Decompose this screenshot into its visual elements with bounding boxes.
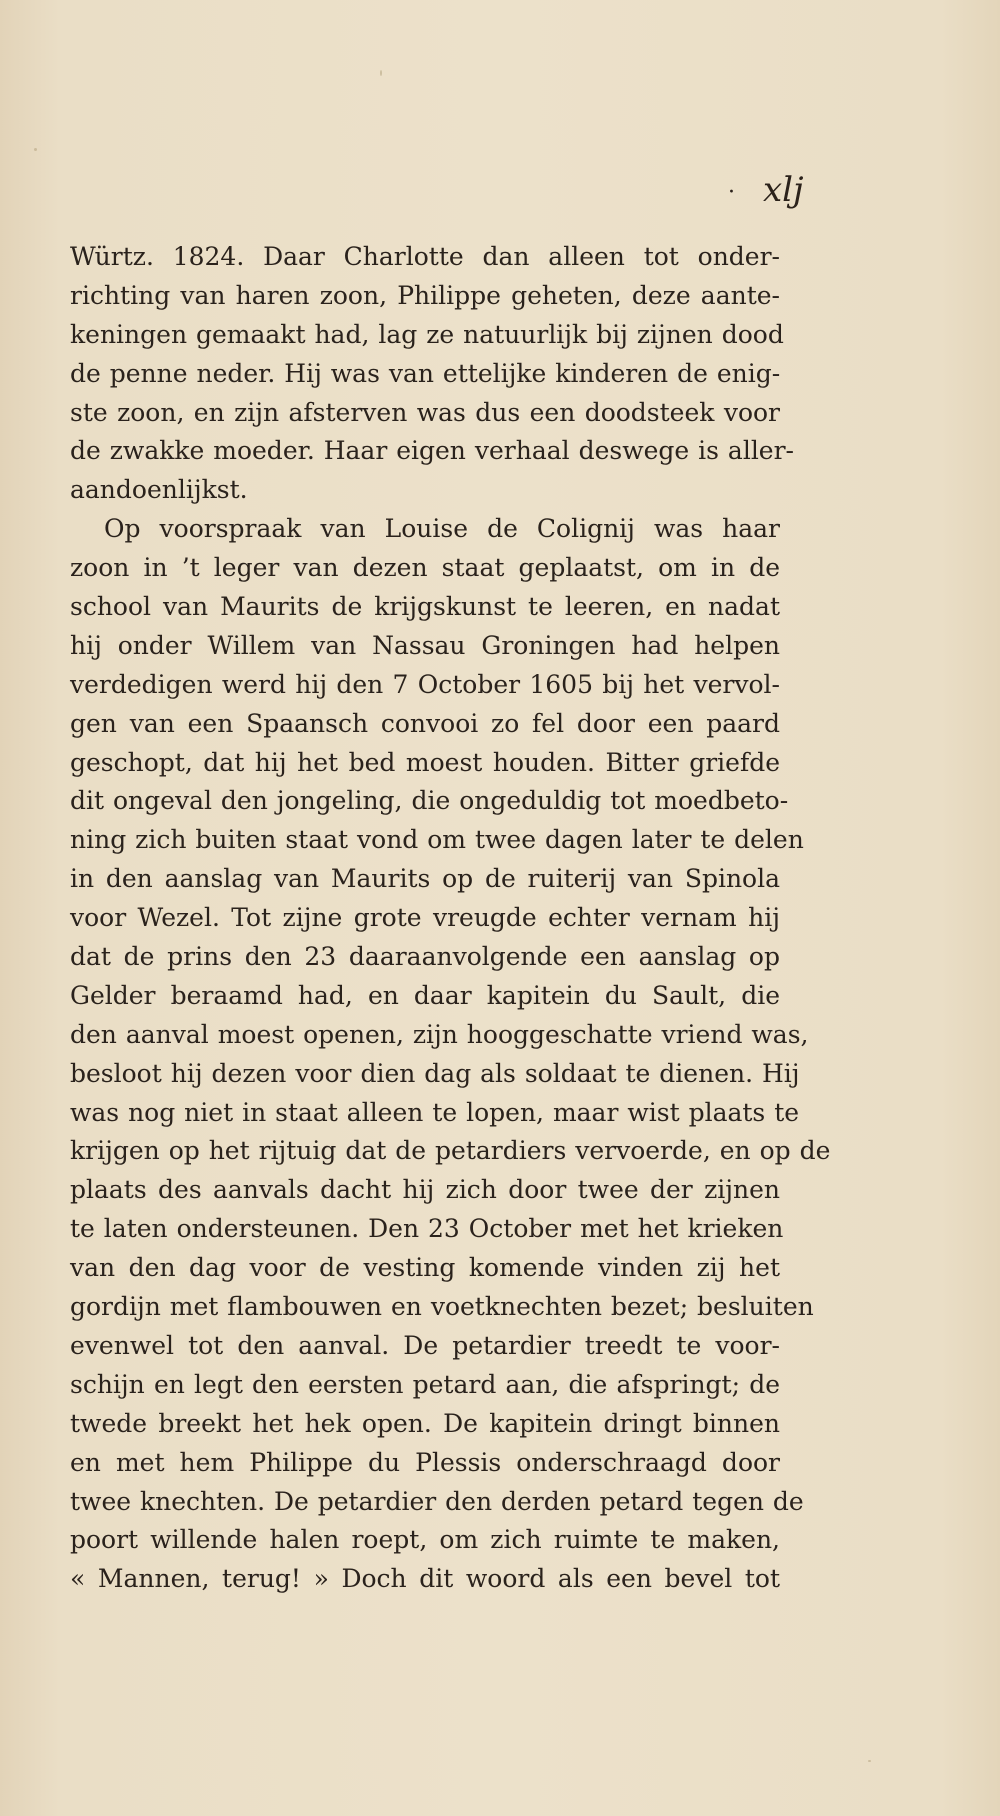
paper-speck — [380, 70, 382, 76]
folio-mark: · — [728, 179, 735, 205]
text-line: voor Wezel. Tot zijne grote vreugde echter vernam hij — [70, 903, 780, 933]
text-line: Op voorspraak van Louise de Colignij was haar — [104, 514, 780, 544]
text-line: twee knechten. De petardier den derden petard tegen de — [70, 1486, 804, 1516]
text-line: Würtz. 1824. Daar Charlotte dan alleen tot onder- — [70, 242, 780, 271]
text-line: te laten ondersteunen. Den 23 October met het krieken — [70, 1214, 784, 1244]
text-line: poort willende halen roept, om zich ruimte te maken, — [70, 1525, 780, 1555]
text-line: besloot hij dezen voor dien dag als soldaat te dienen. Hij — [70, 1058, 800, 1088]
paragraph-2 — [70, 510, 831, 1599]
body-text — [70, 238, 831, 1599]
text-line: evenwel tot den aanval. De petardier treedt te voor- — [70, 1330, 780, 1360]
text-line: hij onder Willem van Nassau Groningen had helpen — [70, 630, 780, 660]
text-line: plaats des aanvals dacht hij zich door twee der zijnen — [70, 1175, 780, 1205]
text-line: verdedigen werd hij den 7 October 1605 bij het vervol- — [70, 669, 780, 699]
text-line: zoon in ’t leger van dezen staat geplaatst, om in de — [70, 553, 780, 583]
text-line: en met hem Philippe du Plessis onderschraagd door — [70, 1447, 780, 1477]
text-line: ste zoon, en zijn afsterven was dus een doodsteek voor — [70, 397, 780, 427]
page-header — [728, 170, 928, 210]
text-line: dit ongeval den jongeling, die ongeduldig tot moedbeto- — [70, 786, 789, 816]
text-line: Gelder beraamd had, en daar kapitein du Sault, die — [70, 980, 780, 1010]
text-line: van den dag voor de vesting komende vinden zij het — [70, 1253, 780, 1283]
text-line: de penne neder. Hij was van ettelijke kinderen de enig- — [70, 358, 781, 388]
text-line: den aanval moest openen, zijn hooggeschatte vriend was, — [70, 1019, 809, 1049]
text-line: gen van een Spaansch convooi zo fel door een paard — [70, 708, 780, 738]
text-line: school van Maurits de krijgskunst te leeren, en nadat — [70, 592, 780, 622]
text-line: dat de prins den 23 daaraanvolgende een aanslag op — [70, 942, 780, 972]
text-line: twede breekt het hek open. De kapitein dringt binnen — [70, 1408, 780, 1438]
text-line: « Mannen, terug! » Doch dit woord als een bevel tot — [70, 1564, 780, 1594]
text-line: gordijn met flambouwen en voetknechten bezet; besluiten — [70, 1292, 814, 1322]
text-line: krijgen op het rijtuig dat de petardiers vervoerde, en op de — [70, 1136, 831, 1166]
text-line: keningen gemaakt had, lag ze natuurlijk bij zijnen dood — [70, 319, 784, 349]
paper-speck — [868, 1760, 871, 1762]
text-line: geschopt, dat hij het bed moest houden. Bitter griefde — [70, 747, 780, 777]
paragraph-1 — [70, 238, 795, 510]
text-line: schijn en legt den eersten petard aan, die afspringt; de — [70, 1369, 780, 1399]
text-line: was nog niet in staat alleen te lopen, maar wist plaats te — [70, 1097, 800, 1127]
text-line: de zwakke moeder. Haar eigen verhaal deswege is aller- — [70, 436, 795, 466]
page-number: xlj — [763, 170, 804, 210]
text-line: ning zich buiten staat vond om twee dagen later te delen — [70, 825, 804, 855]
text-line: richting van haren zoon, Philippe geheten, deze aante- — [70, 280, 780, 310]
text-line: in den aanslag van Maurits op de ruiterij van Spinola — [70, 864, 780, 894]
text-line: aandoenlijkst. — [70, 475, 248, 505]
paper-speck — [34, 148, 37, 151]
